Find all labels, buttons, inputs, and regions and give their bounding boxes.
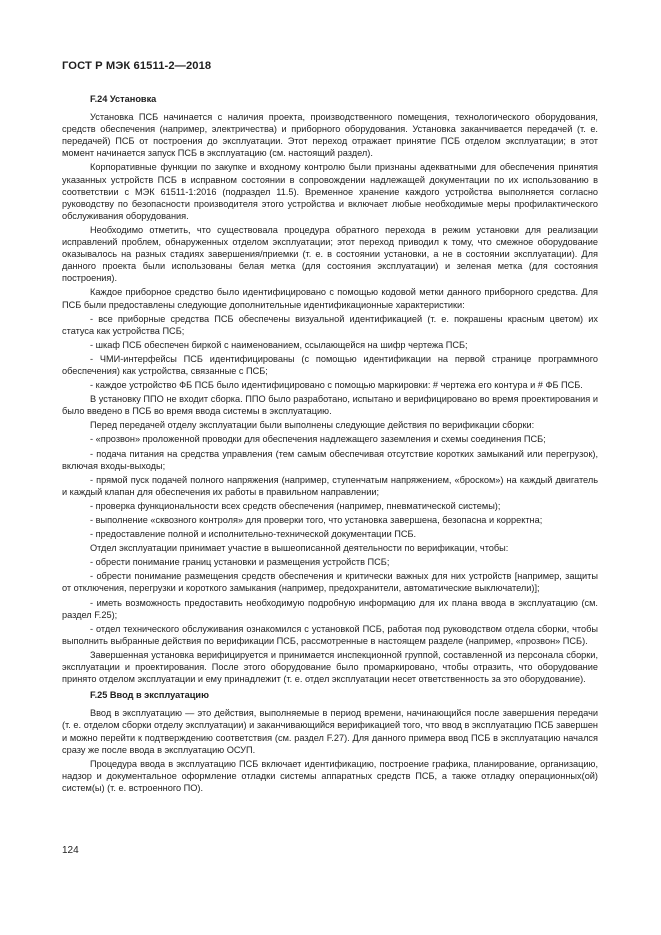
list-item: - отдел технического обслуживания ознакомился с установкой ПСБ, работая под руководством отдела сборки, чтобы выполнить выбранные действия по верификации ПСБ, рассмотренные в настоящем разделе (например, «прозвон» ПСБ). (62, 623, 598, 646)
list-item: - все приборные средства ПСБ обеспечены визуальной идентификацией (т. е. покрашены красным цветом) их статуса как устройства ПСБ; (62, 313, 598, 336)
list-item: - «прозвон» проложенной проводки для обеспечения надлежащего заземления и схемы соединения ПСБ; (90, 434, 546, 445)
paragraph: Перед передачей отделу эксплуатации были выполнены следующие действия по верификации сборки: (90, 420, 535, 431)
section-heading-f24: F.24 Установка (90, 94, 157, 104)
paragraph: Корпоративные функции по закупке и входному контролю были признаны адекватными для обеспечения принятия указанных устройств ПСБ в исправном состоянии в сопровождении надлежащей документации по их использованию в соответствии с МЭК 61511-1:2016 (подраздел 11.5). Временное хранение каждого устройства выполняется согласно руководству по безопасности производителя этого устройства и включает любые необходимые меры профилактического обслуживания оборудования. (62, 162, 598, 221)
section-heading-f25: F.25 Ввод в эксплуатацию (90, 690, 209, 701)
list-item: - обрести понимание границ установки и размещения устройств ПСБ; (90, 557, 390, 568)
paragraph: Установка ПСБ начинается с наличия проекта, производственного помещения, технологического оборудования, средств обеспечения (например, электричества) и приборного оборудования. Установка заканчивается передачей (т. е. передачей) ПСБ от построения до эксплуатации. Этот переход отражает принятие ПСБ отделом эксплуатации; в этот момент начинается запуск ПСБ в эксплуатацию (см. настоящий раздел). (62, 112, 598, 159)
section-f25-body (62, 707, 598, 794)
paragraph: В установку ППО не входит сборка. ППО было разработано, испытано и верифицировано во время проектирования и было введено в ПСБ во время ввода системы в эксплуатацию. (62, 394, 598, 417)
list-item: - шкаф ПСБ обеспечен биркой с наименованием, ссылающейся на шифр чертежа ПСБ; (90, 339, 468, 350)
list-item: - ЧМИ-интерфейсы ПСБ идентифицированы (с помощью идентификации на первой странице программного обеспечения) как устройства, связанные с ПСБ; (62, 353, 598, 376)
list-item: - иметь возможность предоставить необходимую подробную информацию для их плана ввода в эксплуатацию (см. раздел F.25); (62, 597, 598, 620)
paragraph: Отдел эксплуатации принимает участие в вышеописанной деятельности по верификации, чтобы: (90, 543, 509, 554)
paragraph: Процедура ввода в эксплуатацию ПСБ включает идентификацию, построение графика, планирование, организацию, надзор и документальное оформление отладки системы аппаратных средств ПСБ, а также отладку операционных(ой) систем(ы) (т. е. встроенного ПО). (62, 758, 598, 793)
list-item: - прямой пуск подачей полного напряжения (например, ступенчатым напряжением, «броском») на каждый двигатель и каждый клапан для обеспечения их работы в правильном направлении; (62, 474, 598, 497)
standard-header: ГОСТ Р МЭК 61511-2—2018 (62, 60, 212, 72)
paragraph: Каждое приборное средство было идентифицировано с помощью кодовой метки данного приборного средства. Для ПСБ были предоставлены следующие дополнительные идентификационные характеристики: (62, 287, 598, 310)
list-item: - проверка функциональности всех средств обеспечения (например, пневматической системы); (90, 500, 501, 511)
paragraph: Завершенная установка верифицируется и принимается инспекционной группой, составленной из персонала сборки, эксплуатации и проектирования. После этого оборудование было промаркировано, чтобы отразить, что оборудование принято отделом эксплуатации и ему принадлежит (т. е. отдел эксплуатации несет ответственность за это оборудование). (62, 649, 598, 685)
list-item: - подача питания на средства управления (тем самым обеспечивая отсутствие коротких замыканий или перегрузок), включая входы-выходы; (62, 448, 598, 471)
list-item: - выполнение «сквозного контроля» для проверки того, что установка завершена, безопасна и корректна; (90, 515, 543, 525)
page-number: 124 (62, 845, 79, 856)
section-f24-body (62, 111, 598, 685)
list-item: - каждое устройство ФБ ПСБ было идентифицировано с помощью маркировки: # чертежа его контура и # ФБ ПСБ. (90, 380, 583, 391)
content-body (62, 93, 598, 796)
list-item: - предоставление полной и исполнительно-технической документации ПСБ. (90, 529, 417, 540)
list-item: - обрести понимание размещения средств обеспечения и критически важных для них устройств [например, защиты от отключения, перегрузки и короткого замыкания (например, предохранители, автоматические выключатели)]; (62, 571, 598, 594)
paragraph: Ввод в эксплуатацию — это действия, выполняемые в период времени, начинающийся после завершения передачи (т. е. отделом сборки отделу эксплуатации) и заканчивающийся верификацией того, что ввод в эксплуатацию ПСБ завершен и можно перейти к подтверждению соответствия (см. раздел F.27). Для данного примера ввод ПСБ в эксплуатацию начался сразу же после ввода в эксплуатацию ОСУП. (62, 708, 598, 755)
paragraph: Необходимо отметить, что существовала процедура обратного перехода в режим установки для реализации исправлений проблем, обнаруженных отделом эксплуатации; этот переход приводил к тому, что смежное оборудование оказывалось на разных стадиях завершения/приемки (т. е. в состоянии установки, а не в состоянии эксплуатации). Для данного проекта были использованы белая метка (для состояния эксплуатации) и зеленая метка (для состояния построения). (62, 224, 598, 284)
